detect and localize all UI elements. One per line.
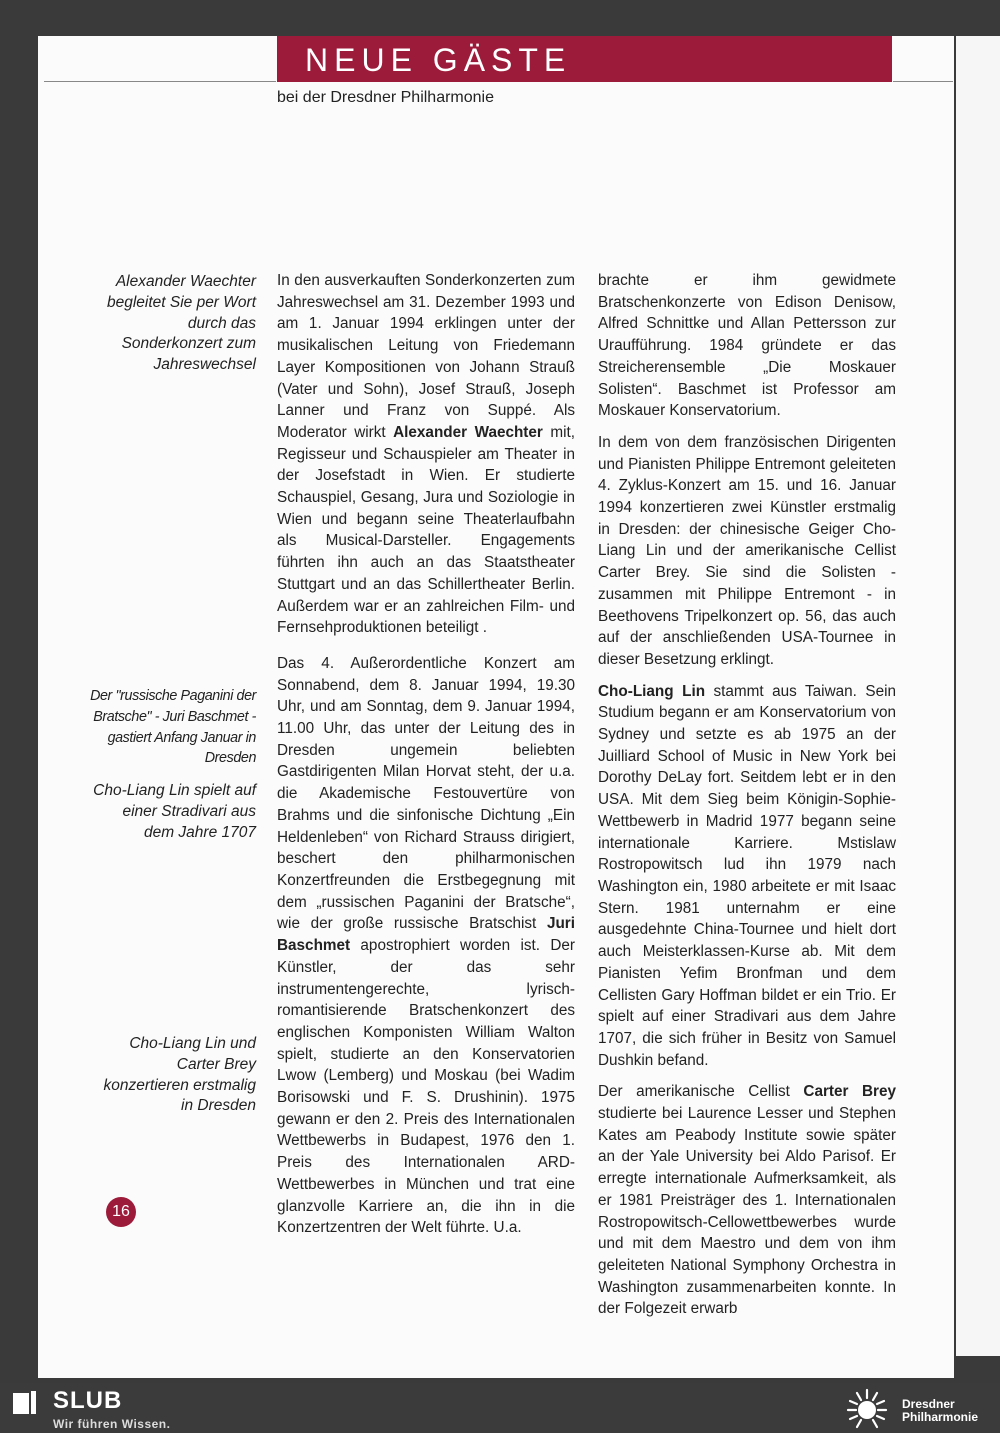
paragraph-text: In den ausverkauften Sonderkonzerten zum Jahreswechsel am 31. Dezember 1993 und am 1. Januar 1994 erklingen unter der musikalischen Leitung von Friedemann Layer Kompositionen von Johann Strauß (Vater und Sohn), Josef Strauß, Joseph Lanner und Franz von Suppé. Als Moderator wirkt <box>277 272 575 441</box>
highlight-name: Alexander Waechter <box>393 423 543 441</box>
book-icon <box>12 1390 38 1416</box>
title-banner <box>277 36 892 82</box>
partner-line-2: Philharmonie <box>902 1410 979 1424</box>
header-rule <box>44 81 276 82</box>
text-column-2 <box>598 270 896 1330</box>
paragraph-text: stammt aus Taiwan. Sein Studium begann er am Konservatorium von Sydney und setzte es ab 1975 an der Juilliard School of Music in New York bei Dorothy DeLay fort. Seitdem lebt er in den USA. Mit dem Sieg beim Königin-Sophie-Wettbewerb in Madrid 1977 begann seine internationale Karriere. Mstislaw Rostropowitsch lud ihn 1979 nach Washington ein, 1980 arbeitete er mit Isaac Stern. 1981 unternahm er eine ausgedehnte China-Tournee und hielt dort auch Meisterklassen-Kurse ab. Mit dem Pianisten Yefim Bronfman und dem Cellisten Gary Hoffman bildet er ein Trio. Er spielt auf einer Stradivari aus dem Jahre 1707, die sich früher in Besitz von Samuel Dushkin befand. <box>598 682 896 1069</box>
next-page-edge <box>956 36 1000 1356</box>
paragraph-baschmet <box>277 653 575 1239</box>
paragraph-baschmet-cont: brachte er ihm gewidmete Bratschenkonzerte von Edison Denisow, Alfred Schnittke und Allan Pettersson zur Uraufführung. 1984 gründete er das Streicherensemble „Die Moskauer Solisten“. Baschmet ist Professor am Moskauer Konservatorium. <box>598 272 896 420</box>
paragraph-text: studierte bei Laurence Lesser und Stephen Kates am Peabody Institute sowie später an der Yale University bei Aldo Parisof. Er erregte internationale Aufmerksamkeit, als er 1981 Preisträger des 1. Internationalen Rostropowitsch-Cellowettbewerbes wurde und mit dem Maestro und dem von ihm geleiteten National Symphony Orchestra in Washington zusammenarbeiten konnte. In der Folgezeit erwarb <box>598 1105 896 1318</box>
page-number: 16 <box>106 1197 136 1227</box>
header-rule-right <box>893 81 953 82</box>
partner-line-1: Dresdner <box>902 1397 955 1411</box>
footer-tagline: Wir führen Wissen. <box>53 1417 171 1431</box>
paragraph-text: mit, Regisseur und Schauspieler am Theater in der Josefstadt in Wien. Er studierte Schauspiel, Gesang, Jura und Soziologie in Wien und begann seine Theaterlaufbahn als Musical-Darsteller. Engagements führten ihn auch an das Staatstheater Stuttgart und an das Schillertheater Berlin. Außerdem war er an zahlreichen Film- und Fernsehproduktionen beteiligt . <box>277 423 575 637</box>
paragraph-text: apostrophiert worden ist. Der Künstler, der das sehr instrumentengerechte, lyrisch-romantisierende Bratschenkonzert des englischen Komponisten William Walton spielt, studierte an den Konservatorien Lwow (Lemberg) und Moskau (bei Wadim Borisowski und F. S. Drushinin). 1975 gewann er den 2. Preis des Internationalen Wettbewerbs in Budapest, 1976 den 1. Preis des Internationalen ARD-Wettbewerbes in München und trat eine glanzvolle Karriere an, die ihn in die Konzertzentren der Welt führte. U.a. <box>277 937 575 1237</box>
highlight-name: Juri Baschmet <box>277 915 575 955</box>
sidebar-note-lin-brey: Cho-Liang Lin und Carter Brey konzertieren erstmalig in Dresden <box>103 1035 256 1115</box>
paragraph-waechter <box>277 270 575 639</box>
paragraph-tripelkonzert: In dem von dem französischen Dirigenten und Pianisten Philippe Entremont geleiteten 4. Zyklus-Konzert am 15. und 16. Januar 1994 konzertieren zwei Künstler erstmalig in Dresden: der chinesische Geiger Cho-Liang Lin und der amerikanische Cellist Carter Brey. Sie sind die Solisten - zusammen mit Philippe Entremont - in Beethovens Tripelkonzert op. 56, das auch auf der anschließenden USA-Tournee in dieser Besetzung erklingt. <box>598 433 896 668</box>
paragraph-lin <box>598 681 896 1072</box>
footer-brand: SLUB <box>53 1387 123 1414</box>
paragraph-text: Das 4. Außerordentliche Konzert am Sonnabend, dem 8. Januar 1994, 19.30 Uhr, und am Sonntag, dem 9. Januar 1994, 11.00 Uhr, das unter der Leitung des in Dresden ungemein beliebten Gastdirigenten Milan Horvat steht, der u.a. die Akademische Festouvertüre von Brahms und die sinfonische Dichtung „Ein Heldenleben“ von Richard Strauss dirigiert, beschert den philharmonischen Konzertfreunden die Erstbegegnung mit dem „russischen Paganini der Bratsche“, wie der große russische Bratschist <box>277 654 575 933</box>
sidebar-note-stradivari: Cho-Liang Lin spielt auf einer Stradivari aus dem Jahre 1707 <box>93 782 256 841</box>
paragraph-brey <box>598 1081 896 1320</box>
sidebar-note-waechter: Alexander Waechter begleitet Sie per Wort durch das Sonderkonzert zum Jahreswechsel <box>106 273 256 374</box>
footer-partner <box>902 1398 978 1424</box>
page-title: NEUE GÄSTE <box>305 42 572 78</box>
paragraph-text: Der amerikanische Cellist <box>598 1083 804 1101</box>
sunburst-logo-icon <box>842 1386 892 1430</box>
highlight-name: Carter Brey <box>803 1083 896 1101</box>
highlight-name: Cho-Liang Lin <box>598 682 706 700</box>
page-subtitle: bei der Dresdner Philharmonie <box>277 89 494 106</box>
text-column-1 <box>277 270 575 1249</box>
sidebar-note-baschmet: Der "russische Paganini der Bratsche" - Juri Baschmet - gastiert Anfang Januar in Dresden <box>90 688 256 767</box>
